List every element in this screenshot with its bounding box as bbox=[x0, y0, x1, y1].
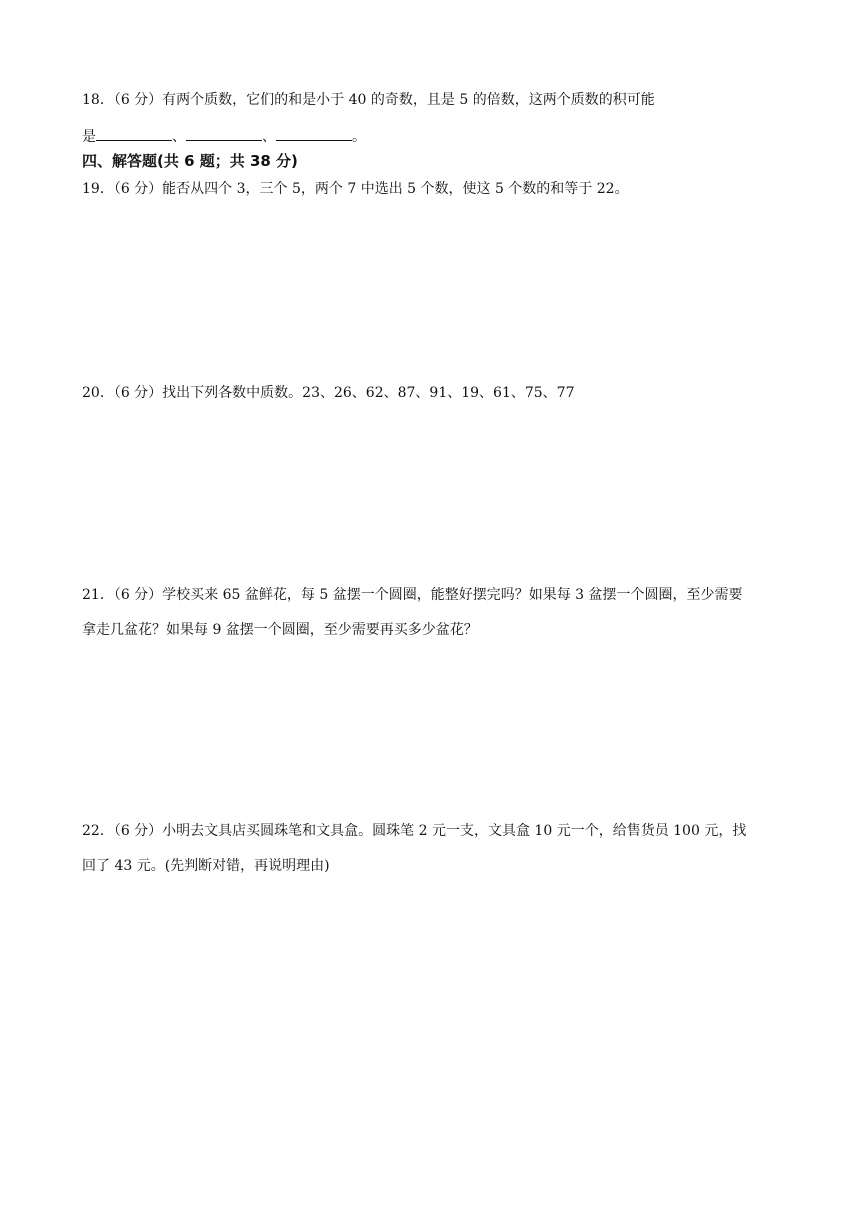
question-22-line-2: 回了 43 元。(先判断对错，再说明理由) bbox=[82, 858, 330, 874]
answer-blank-2[interactable] bbox=[186, 126, 262, 141]
question-22-line-1: 22．（6 分）小明去文具店买圆珠笔和文具盒。圆珠笔 2 元一支，文具盒 10 元一个，给售货员 100 元，找 bbox=[82, 823, 747, 839]
section-heading: 四、解答题(共 6 题；共 38 分) bbox=[82, 152, 298, 170]
answer-blank-1[interactable] bbox=[96, 126, 172, 141]
question-21-line-1: 21．（6 分）学校买来 65 盆鲜花，每 5 盆摆一个圆圈，能整好摆完吗？如果每 3 盆摆一个圆圈，至少需要 bbox=[82, 587, 743, 603]
separator-1: 、 bbox=[172, 129, 186, 145]
question-18-prefix: 是 bbox=[82, 129, 96, 145]
question-18-end: 。 bbox=[352, 129, 366, 145]
question-19: 19．（6 分）能否从四个 3，三个 5，两个 7 中选出 5 个数，使这 5 个数的和等于 22。 bbox=[82, 181, 629, 197]
question-21-line-2: 拿走几盆花？如果每 9 盆摆一个圆圈，至少需要再买多少盆花？ bbox=[82, 622, 478, 638]
separator-2: 、 bbox=[262, 129, 276, 145]
question-20: 20．（6 分）找出下列各数中质数。23、26、62、87、91、19、61、75、77 bbox=[82, 385, 575, 401]
question-18-line-1: 18．（6 分）有两个质数，它们的和是小于 40 的奇数，且是 5 的倍数，这两个质数的积可能 bbox=[82, 92, 655, 108]
answer-blank-3[interactable] bbox=[276, 126, 352, 141]
question-18-line-2 bbox=[82, 126, 366, 147]
